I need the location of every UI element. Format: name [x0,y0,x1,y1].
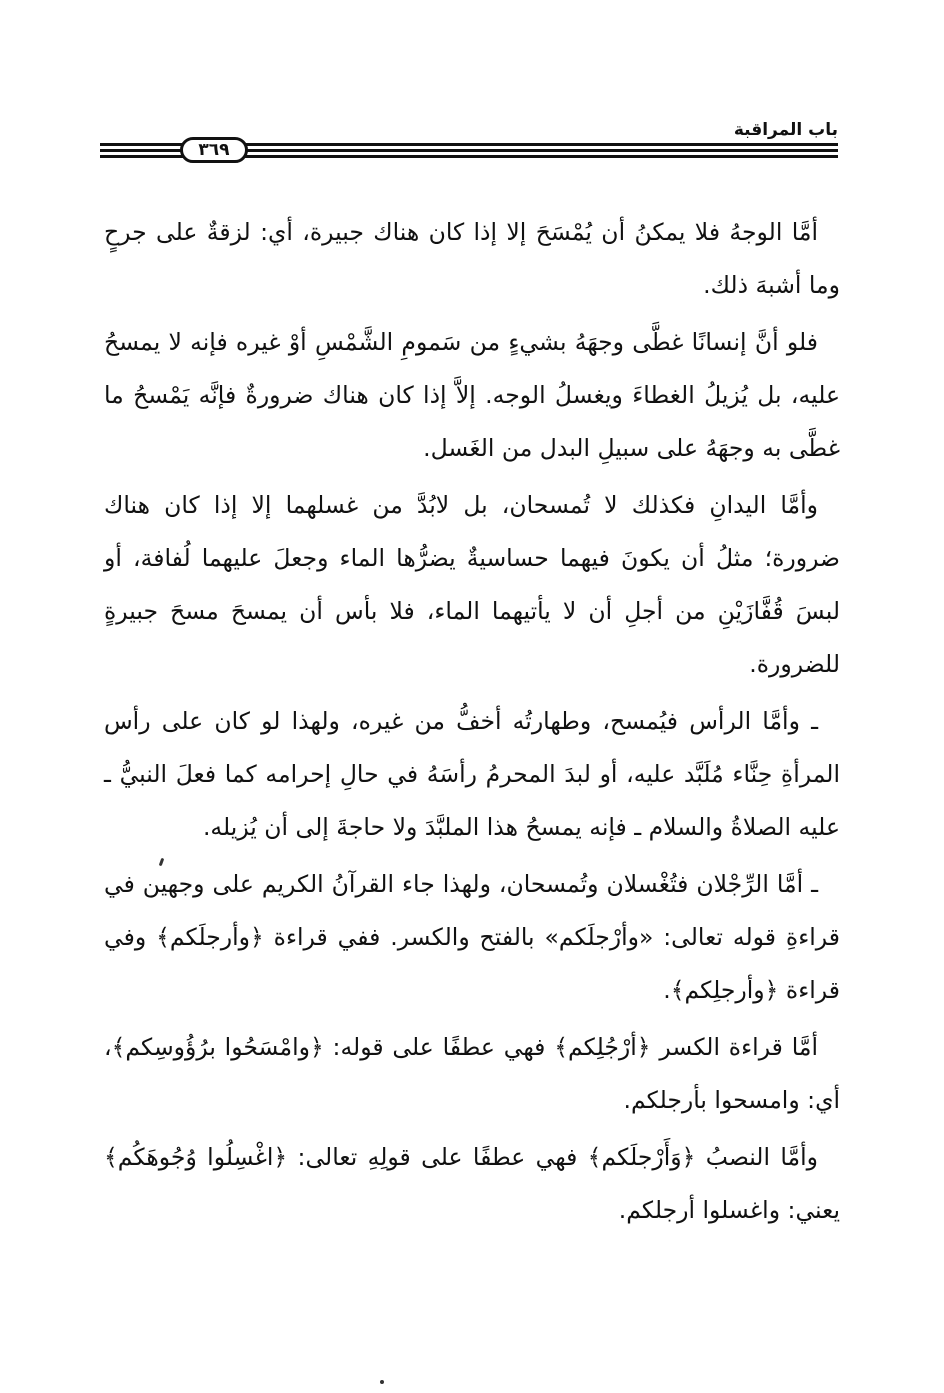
ink-speck [380,1380,384,1384]
header-rule [100,137,838,163]
paragraph: فلو أنَّ إنسانًا غطَّى وجهَهُ بشيءٍ من سَمومِ الشَّمْسِ أوْ غيره فإنه لا يمسحُ عليه، بل يُزيلُ الغطاءَ ويغسلُ الوجه. إلاَّ إذا كان هناك ضرورةٌ فإنَّه يَمْسحُ ما غطَّى به وجهَهُ على سبيلِ البدل من الغَسل. [104,328,840,462]
chapter-title: باب المراقبة [733,120,838,140]
paragraph: ـ أمَّا الرِّجْلان فتُغْسلان وتُمسحان، ولهذا جاء القرآنُ الكريم على وجهين في قراءةِ قوله تعالى: «وأرْجلَكم» بالفتح والكسر. ففي قراءة ﴿وأرجلَكم﴾ وفي قراءة ﴿وأرجلِكم﴾. [104,870,840,1004]
page-number: ٣٦٩ [180,137,248,163]
paragraph: وأمَّا اليدانِ فكذلك لا تُمسحان، بل لابُدَّ من غسلهما إلا إذا كان هناك ضرورة؛ مثلُ أن يكونَ فيهما حساسيةٌ يضرُّها الماء وجعلَ عليهما لُفافة، أو لبسَ قُفَّازَيْنِ من أجلِ أن لا يأتيهما الماء، فلا بأس أن يمسحَ مسحَ جبيرةٍ للضرورة. [104,491,840,678]
paragraph: ـ وأمَّا الرأس فيُمسح، وطهارتُه أخفُّ من غيره، ولهذا لو كان على رأس المرأةِ حِنَّاء مُلَبَّد عليه، أو لبدَ المحرمُ رأسَهُ في حالِ إحرامه كما فعلَ النبيُّ ـ عليه الصلاةُ والسلام ـ فإنه يمسحُ هذا الملبَّدَ ولا حاجةَ إلى أن يُزيله. [104,707,840,841]
paragraph: وأمَّا النصبُ ﴿وَأَرْجلَكم﴾ فهي عطفًا على قولِهِ تعالى: ﴿اغْسِلُوا وُجُوهَكُم﴾ يعني: واغسلوا أرجلكم. [104,1143,840,1224]
paragraph: أمَّا الوجهُ فلا يمكنُ أن يُمْسَحَ إلا إذا كان هناك جبيرة، أي: لزقةٌ على جرحٍ وما أشبهَ ذلك. [104,218,840,299]
paragraph: أمَّا قراءة الكسر ﴿أرْجُلِكم﴾ فهي عطفًا على قوله: ﴿وامْسَحُوا برُؤُوسِكم﴾، أي: وامسحوا بأرجلكم. [104,1033,840,1114]
body-text [104,206,840,1241]
